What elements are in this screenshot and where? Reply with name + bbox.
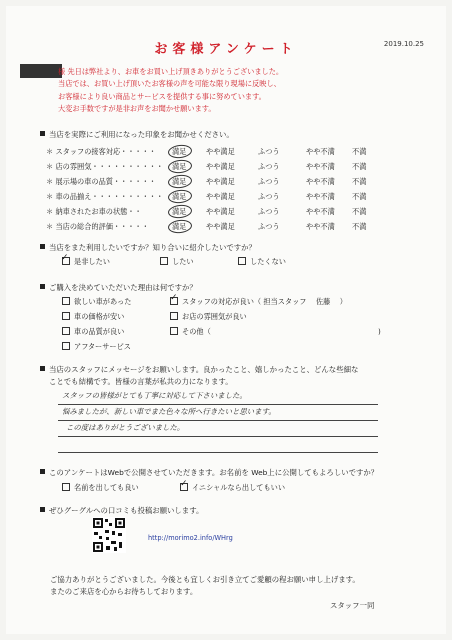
handwritten-answer-line: スタッフの皆様がとても丁寧に対応して下さいました。 xyxy=(62,391,247,400)
footer-welcome: またのご来店を心からお待ちしております。 xyxy=(50,587,198,596)
rating-option-satisfied[interactable]: 満足 xyxy=(172,162,187,171)
bullet-square-icon xyxy=(40,507,45,512)
rating-option-neutral[interactable]: ふつう xyxy=(258,147,280,156)
rating-option-somewhat-dissatisfied[interactable]: やや不満 xyxy=(306,222,335,231)
rating-option-dissatisfied[interactable]: 不満 xyxy=(352,147,367,156)
rating-option-neutral[interactable]: ふつう xyxy=(258,162,280,171)
checkbox[interactable] xyxy=(170,312,178,320)
rating-option-dissatisfied[interactable]: 不満 xyxy=(352,207,367,216)
option-label: 車の価格が安い xyxy=(74,312,125,321)
check-mark-icon: ✓ xyxy=(170,293,178,303)
question-1 xyxy=(40,129,234,140)
rating-option-somewhat-satisfied[interactable]: やや満足 xyxy=(206,177,235,186)
checkbox[interactable] xyxy=(62,297,70,305)
rating-row-label: ＊ 車の品揃え・・・・・・・・・・ xyxy=(46,192,164,201)
footer-signature: スタッフ一同 xyxy=(330,601,375,610)
reason-quality[interactable] xyxy=(62,327,124,337)
reason-other[interactable] xyxy=(170,327,211,337)
rating-option-dissatisfied[interactable]: 不満 xyxy=(352,162,367,171)
redacted-name xyxy=(20,64,62,78)
checkbox[interactable] xyxy=(62,483,70,491)
rating-option-somewhat-dissatisfied[interactable]: やや不満 xyxy=(306,192,335,201)
rating-option-satisfied[interactable]: 満足 xyxy=(172,222,187,231)
rating-row-label: ＊ 店の雰囲気・・・・・・・・・・ xyxy=(46,162,164,171)
option-name-ok[interactable] xyxy=(62,483,139,493)
question-1-text: 当店を実際にご利用になった印象をお聞かせください。 xyxy=(49,130,234,139)
reason-atmosphere[interactable] xyxy=(170,312,247,322)
rating-option-somewhat-satisfied[interactable]: やや満足 xyxy=(206,207,235,216)
question-4-text: 当店のスタッフにメッセージをお願いします。良かったこと、嬉しかったこと、どんな些細な xyxy=(49,365,359,374)
rating-option-satisfied[interactable]: 満足 xyxy=(172,147,187,156)
intro-text xyxy=(58,66,418,116)
option-label: スタッフの対応が良い（ 担当スタッフ 佐藤 ） xyxy=(182,297,347,306)
option-label: お店の雰囲気が良い xyxy=(182,312,247,321)
option-initials-ok[interactable] xyxy=(180,483,285,493)
question-5-text: このアンケートはWebで公開させていただきます。お名前を Web上に公開してもよろしいですか？ xyxy=(49,468,379,477)
rating-option-satisfied[interactable]: 満足 xyxy=(172,207,187,216)
rating-option-somewhat-dissatisfied[interactable]: やや不満 xyxy=(306,207,335,216)
option-yes[interactable] xyxy=(160,257,194,267)
rating-option-somewhat-dissatisfied[interactable]: やや不満 xyxy=(306,147,335,156)
question-4-line2: ことでも結構です。皆様の言葉が私共の力になります。 xyxy=(49,377,233,386)
question-6 xyxy=(40,505,203,516)
rating-option-dissatisfied[interactable]: 不満 xyxy=(352,192,367,201)
rating-option-neutral[interactable]: ふつう xyxy=(258,222,280,231)
rating-option-somewhat-satisfied[interactable]: やや満足 xyxy=(206,192,235,201)
option-definitely[interactable] xyxy=(62,257,110,267)
option-no[interactable] xyxy=(238,257,286,267)
rating-option-somewhat-dissatisfied[interactable]: やや不満 xyxy=(306,177,335,186)
question-6-text: ぜひグーグルへの口コミも投稿お願いします。 xyxy=(49,506,204,515)
message-line[interactable] xyxy=(58,440,378,453)
reason-other-close-paren: ) xyxy=(378,327,381,336)
reason-wanted-car[interactable] xyxy=(62,297,131,307)
checkbox[interactable] xyxy=(238,257,246,265)
rating-option-neutral[interactable]: ふつう xyxy=(258,177,280,186)
option-label: 車の品質が良い xyxy=(74,327,125,336)
checkbox[interactable] xyxy=(62,312,70,320)
bullet-square-icon xyxy=(40,244,45,249)
handwritten-answer-line: この度はありがとうございました。 xyxy=(66,423,185,432)
rating-option-neutral[interactable]: ふつう xyxy=(258,207,280,216)
rating-option-dissatisfied[interactable]: 不満 xyxy=(352,177,367,186)
option-label: 是非したい xyxy=(74,257,110,266)
rating-option-satisfied[interactable]: 満足 xyxy=(172,177,187,186)
question-4 xyxy=(40,364,358,375)
rating-option-somewhat-satisfied[interactable]: やや満足 xyxy=(206,162,235,171)
qr-code-icon[interactable] xyxy=(92,517,126,553)
option-label: イニシャルなら出してもいい xyxy=(192,483,286,492)
question-2 xyxy=(40,242,256,253)
survey-date: 2019.10.25 xyxy=(383,40,424,48)
rating-option-somewhat-satisfied[interactable]: やや満足 xyxy=(206,147,235,156)
rating-option-dissatisfied[interactable]: 不満 xyxy=(352,222,367,231)
option-label: アフターサービス xyxy=(74,342,131,351)
bullet-square-icon xyxy=(40,131,45,136)
review-link[interactable]: http://morimo2.info/WHrg xyxy=(148,534,233,542)
page-title: お客様アンケート xyxy=(154,42,298,57)
bullet-square-icon xyxy=(40,469,45,474)
intro-line: 様 先日は弊社より、お車をお買い上げ頂きありがとうございました。 xyxy=(58,67,284,76)
bullet-square-icon xyxy=(40,366,45,371)
reason-good-staff[interactable] xyxy=(170,297,347,307)
option-label: その他（ xyxy=(182,327,211,336)
intro-line: 当店では、お買い上げ頂いたお客様の声を可能な限り現場に反映し、 xyxy=(58,79,281,89)
checkbox[interactable] xyxy=(170,327,178,335)
rating-option-somewhat-dissatisfied[interactable]: やや不満 xyxy=(306,162,335,171)
bullet-square-icon xyxy=(40,284,45,289)
reason-after-service[interactable] xyxy=(62,342,131,352)
checkbox[interactable] xyxy=(62,342,70,350)
question-2-text: 当店をまた利用したいですか？知り合いに紹介したいですか？ xyxy=(49,243,256,252)
rating-option-satisfied[interactable]: 満足 xyxy=(172,192,187,201)
checkbox[interactable] xyxy=(62,327,70,335)
intro-line: 大変お手数ですが是非お声をお聞かせ願います。 xyxy=(58,104,216,114)
reason-low-price[interactable] xyxy=(62,312,124,322)
question-5 xyxy=(40,467,378,478)
option-label: したい xyxy=(172,257,194,266)
rating-row-label: ＊ スタッフの接客対応・・・・・ xyxy=(46,147,157,156)
rating-row-label: ＊ 納車されたお車の状態・・ xyxy=(46,207,142,216)
option-label: したくない xyxy=(250,257,286,266)
intro-line: お客様により良い商品とサービスを提供する事に努めています。 xyxy=(58,91,266,101)
rating-option-somewhat-satisfied[interactable]: やや満足 xyxy=(206,222,235,231)
check-mark-icon: ✓ xyxy=(61,253,69,263)
option-label: 欲しい車があった xyxy=(74,297,132,306)
rating-option-neutral[interactable]: ふつう xyxy=(258,192,280,201)
rating-row-label: ＊ 当店の総合的評価・・・・・ xyxy=(46,222,149,231)
option-label: 名前を出しても良い xyxy=(74,483,139,492)
question-3 xyxy=(40,282,197,293)
handwritten-answer-line: 悩みましたが、新しい車でまた色々な所へ行きたいと思います。 xyxy=(62,407,276,416)
footer-thanks: ご協力ありがとうございました。今後とも宜しくお引き立てご愛顧の程お願い申し上げます。 xyxy=(50,575,360,584)
question-3-text: ご購入を決めていただいた理由は何ですか？ xyxy=(49,283,197,292)
check-mark-icon: ✓ xyxy=(180,479,188,489)
checkbox[interactable] xyxy=(160,257,168,265)
rating-row-label: ＊ 展示場の車の品質・・・・・・ xyxy=(46,177,157,186)
